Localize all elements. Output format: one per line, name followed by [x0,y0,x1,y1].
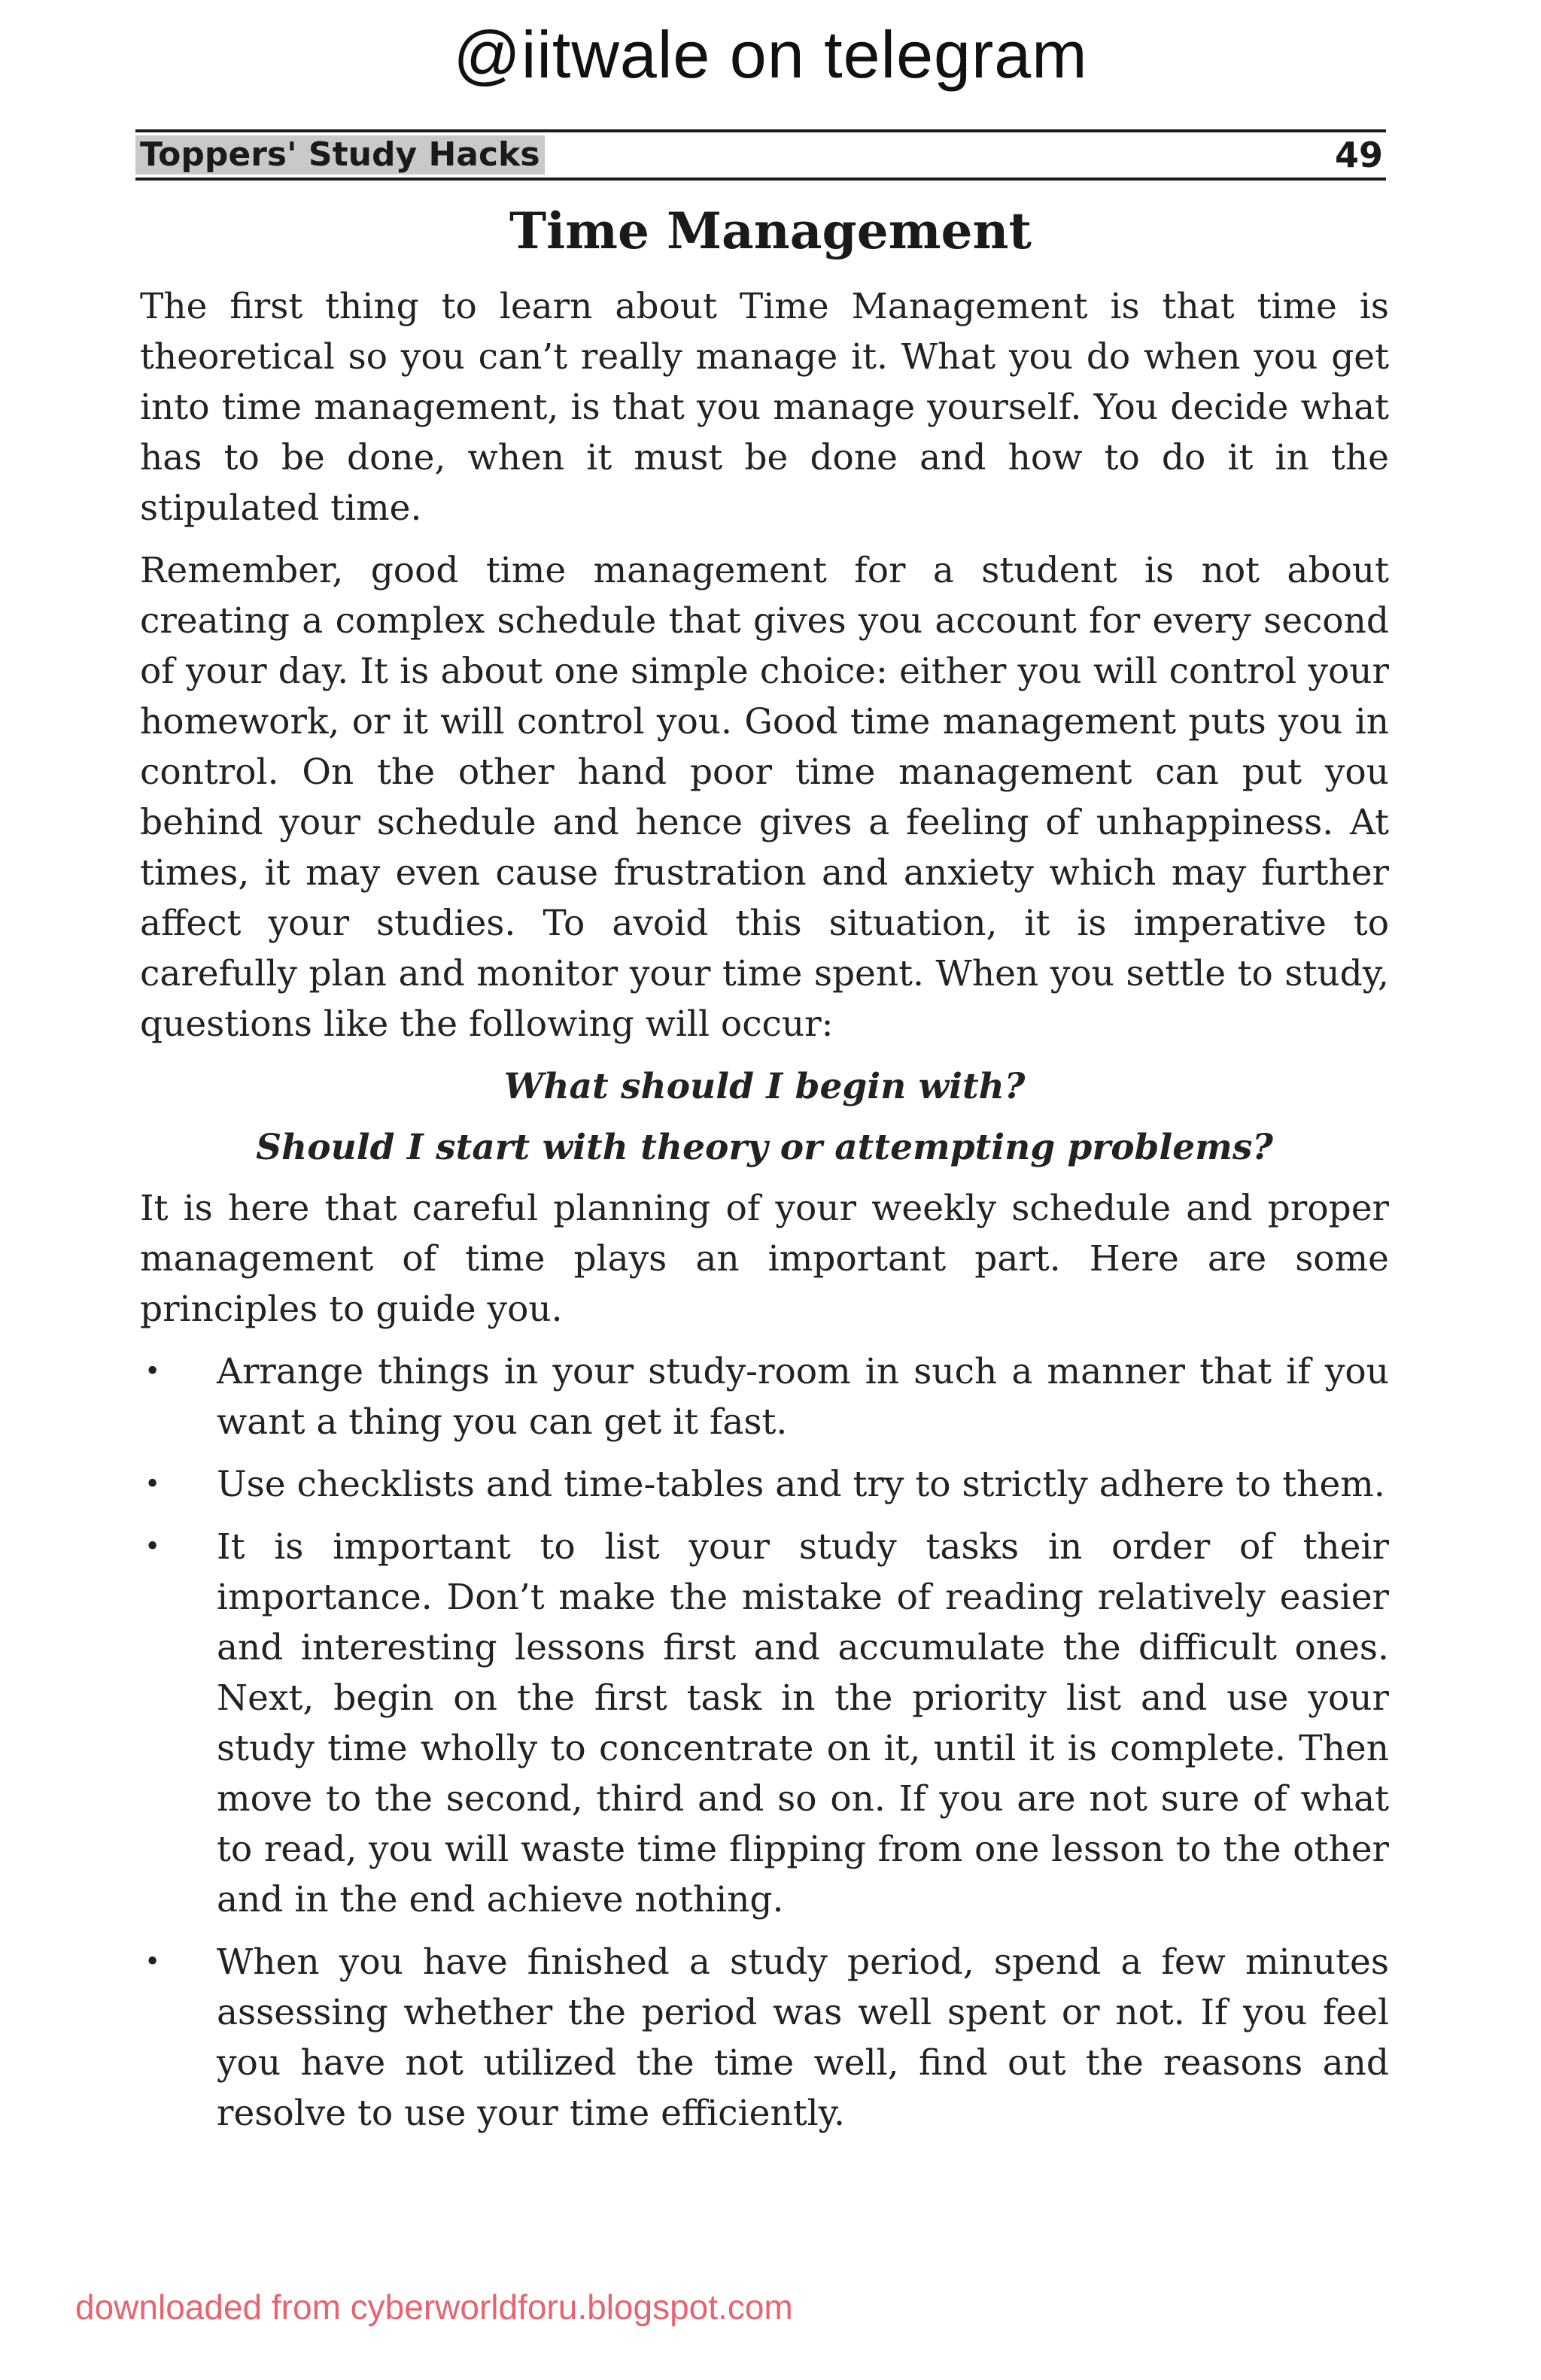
paragraph: Remember, good time management for a student is not about creating a complex schedule that gives you account for every second of your day. It is about one simple choice: either you will control your homework, or it will control you. Good time management puts you in control. On the other hand poor time management can put you behind your schedule and hence gives a feeling of unhappiness. At times, it may even cause frustration and anxiety which may further affect your studies. To avoid this situation, it is imperative to carefully plan and monitor your time spent. When you settle to study, questions like the following will occur: [140,550,1389,1045]
page-number: 49 [1334,135,1383,175]
bullet-icon: • [144,1947,161,1978]
bullet-icon: • [144,1532,161,1562]
bullet-icon: • [144,1469,161,1500]
principles-list [140,1346,1389,2139]
list-item-text: It is important to list your study tasks in order of their importance. Don’t make the mistake of reading relatively easier and interesting lessons first and accumulate the difficult ones. Next, begin on the first task in the priority list and use your study time wholly to concentrate on it, until it is complete. Then move to the second, third and so on. If you are not sure of what to read, you will waste time flipping from one lesson to the other and in the end achieve nothing. [217,1526,1389,1920]
list-item [140,1522,1389,1925]
question-line: What should I begin with? [503,1066,1026,1107]
paragraph: It is here that careful planning of your weekly schedule and proper management of time plays an important part. Here are some principles to guide you. [140,1188,1389,1330]
list-item-text: Arrange things in your study-room in such a manner that if you want a thing you can get it fast. [217,1351,1389,1443]
running-header [135,129,1386,181]
telegram-watermark: @iitwale on telegram [453,17,1088,92]
list-item-text: Use checklists and time-tables and try to strictly adhere to them. [217,1464,1385,1505]
download-source-watermark: downloaded from cyberworldforu.blogspot.com [75,2287,793,2327]
list-item [140,1459,1389,1510]
question-line: Should I start with theory or attempting problems? [256,1127,1273,1168]
bullet-icon: • [144,1356,161,1387]
list-item [140,1346,1389,1447]
list-item [140,1937,1389,2139]
paragraph: The first thing to learn about Time Management is that time is theoretical so you can’t really manage it. What you do when you get into time management, is that you manage yourself. You decide what has to be done, when it must be done and how to do it in the stipulated time. [140,286,1389,529]
chapter-title: Time Management [509,202,1032,260]
book-title: Toppers' Study Hacks [135,135,545,175]
page-body [140,281,1389,2151]
list-item-text: When you have finished a study period, spend a few minutes assessing whether the period was well spent or not. If you feel you have not utilized the time well, find out the reasons and resolve to use your time efficiently. [217,1941,1389,2134]
